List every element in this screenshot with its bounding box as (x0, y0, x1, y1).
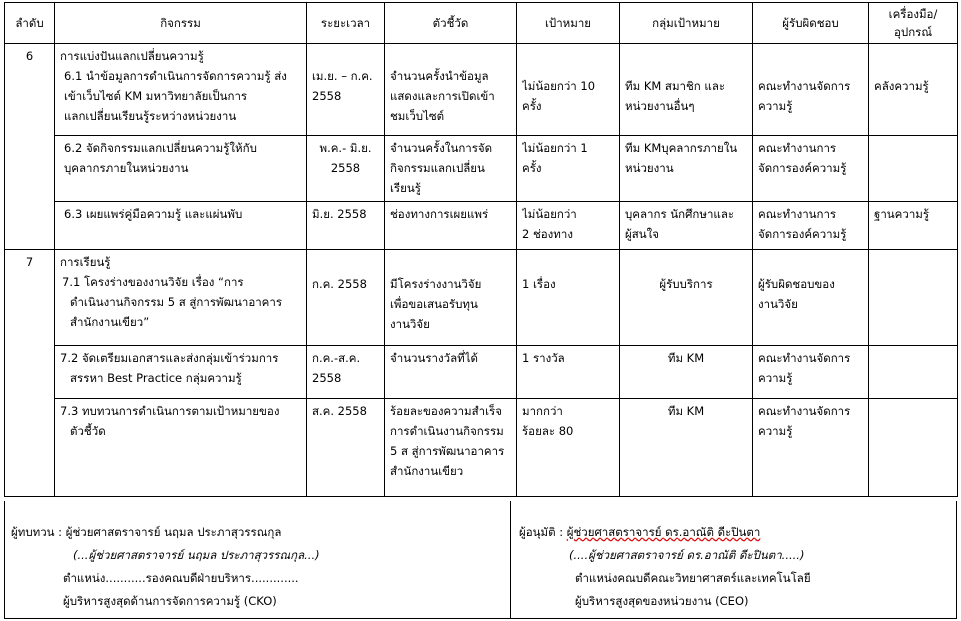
period-cell (307, 399, 385, 497)
indicator-cell (385, 399, 517, 497)
period-line: มิ.ย. 2558 (312, 207, 367, 221)
target-line: ทีม KM สมาชิก และ (625, 79, 726, 93)
tools-line: คลังความรู้ (874, 79, 929, 93)
indicator-line: เพื่อขอเสนอรับทุน (390, 297, 478, 311)
activity-cell (55, 44, 307, 136)
header-target-group: กลุ่มเป้าหมาย (620, 3, 753, 44)
period-line: 2558 (312, 89, 342, 103)
indicator-line: สำนักงานเขียว (390, 464, 464, 478)
indicator-line: กิจกรรมแลกเปลี่ยน (390, 161, 485, 175)
target-cell (620, 250, 753, 346)
period-line: 2558 (312, 371, 342, 385)
activity-line: สรรหา Best Practice กลุ่มความรู้ (70, 371, 242, 385)
responsible-line: คณะทำงานการ (758, 141, 837, 155)
activity-line: ตัวชี้วัด (70, 424, 106, 438)
target-line: ผู้รับบริการ (659, 277, 713, 291)
target-cell (620, 44, 753, 136)
table-row (5, 136, 958, 202)
indicator-cell (385, 44, 517, 136)
target-line: บุคลากร นักศึกษาและ (625, 207, 735, 221)
goal-cell (517, 346, 620, 399)
goal-cell (517, 250, 620, 346)
tools-cell (869, 136, 958, 202)
indicator-line: จำนวนครั้งนำข้อมูล (390, 69, 489, 83)
period-cell (307, 250, 385, 346)
target-line: ทีม KM (667, 351, 705, 365)
indicator-line: จำนวนครั้งในการจัด (390, 141, 493, 155)
goal-line: ครั้ง (522, 161, 542, 175)
tools-cell (869, 346, 958, 399)
reviewer-name-parenthetical: (...ผู้ช่วยศาสตราจารย์ นฤมล ประภาสุวรรณกุล...) (73, 548, 320, 562)
indicator-line: ร้อยละของความสำเร็จ (390, 404, 502, 418)
activity-line: 6.2 จัดกิจกรรมแลกเปลี่ยนความรู้ให้กับ (64, 141, 257, 155)
approver-label: ผู้อนุมัติ : (519, 525, 567, 539)
indicator-line: มีโครงร่างงานวิจัย (390, 277, 482, 291)
goal-cell (517, 44, 620, 136)
indicator-line: จำนวนรางวัลที่ได้ (390, 351, 478, 365)
header-activity: กิจกรรม (55, 3, 307, 44)
responsible-cell (753, 44, 869, 136)
period-line: ก.ค. 2558 (312, 277, 367, 291)
goal-cell (517, 202, 620, 250)
target-cell (620, 346, 753, 399)
period-cell (307, 136, 385, 202)
target-line: ทีม KM (667, 404, 705, 418)
responsible-line: ความรู้ (758, 424, 793, 438)
target-cell (620, 136, 753, 202)
activity-line: 7.2 จัดเตรียมเอกสารและส่งกลุ่มเข้าร่วมการ (60, 351, 279, 365)
indicator-line: แสดงและการเปิดเข้า (390, 89, 495, 103)
activity-line: เข้าเว็บไซต์ KM มหาวิทยาลัยเป็นการ (64, 89, 248, 103)
header-number: ลำดับ (5, 3, 55, 44)
responsible-line: คณะทำงานจัดการ (758, 79, 851, 93)
responsible-line: จัดการองค์ความรู้ (758, 161, 847, 175)
activity-cell (55, 250, 307, 346)
target-line: หน่วยงานอื่นๆ (625, 99, 695, 113)
indicator-line: เรียนรู้ (390, 181, 421, 195)
target-cell (620, 202, 753, 250)
responsible-cell (753, 399, 869, 497)
tools-cell (869, 202, 958, 250)
tools-cell (869, 399, 958, 497)
tools-cell (869, 250, 958, 346)
header-goal: เป้าหมาย (517, 3, 620, 44)
table-row (5, 250, 958, 346)
responsible-cell (753, 202, 869, 250)
approver-name: ผู้ช่วยศาสตราจารย์ ดร.อาณัติ ดีะปินตา (566, 525, 761, 539)
responsible-cell (753, 136, 869, 202)
indicator-line: ชมเว็บไซต์ (390, 109, 445, 123)
indicator-cell (385, 136, 517, 202)
responsible-line: ความรู้ (758, 371, 793, 385)
reviewer-label: ผู้ทบทวน : (11, 525, 66, 539)
period-line: ก.ค.-ส.ค. (312, 351, 361, 365)
responsible-line: ผู้รับผิดชอบของ (758, 277, 835, 291)
period-cell (307, 44, 385, 136)
goal-line: ครั้ง (522, 99, 542, 113)
indicator-cell (385, 202, 517, 250)
indicator-line: 5 ส สู่การพัฒนาอาคาร (390, 444, 505, 458)
activity-line: สำนักงานเขียว” (70, 315, 150, 329)
goal-line: 1 เรื่อง (522, 277, 556, 291)
target-line: หน่วยงาน (625, 161, 674, 175)
responsible-line: ความรู้ (758, 99, 793, 113)
header-period: ระยะเวลา (307, 3, 385, 44)
approver-signature-block (510, 501, 957, 619)
indicator-line: งานวิจัย (390, 317, 430, 331)
goal-line: ไม่น้อยกว่า 1 (522, 141, 588, 155)
tools-line: ฐานความรู้ (874, 207, 930, 221)
goal-line: 1 รางวัล (522, 351, 565, 365)
period-cell (307, 202, 385, 250)
header-indicator: ตัวชี้วัด (385, 3, 517, 44)
responsible-cell (753, 346, 869, 399)
responsible-cell (753, 250, 869, 346)
indicator-line: ช่องทางการเผยแพร่ (390, 207, 489, 221)
activity-cell (55, 399, 307, 497)
table-header-row (5, 3, 958, 44)
activity-line: 7.1 โครงร่างของงานวิจัย เรื่อง “การ (62, 275, 244, 289)
activity-cell (55, 346, 307, 399)
activity-line: แลกเปลี่ยนเรียนรู้ระหว่างหน่วยงาน (64, 109, 237, 123)
approver-line (519, 521, 956, 544)
activity-line: ดำเนินงานกิจกรรม 5 ส สู่การพัฒนาอาคาร (70, 295, 283, 309)
goal-line: ไม่น้อยกว่า 10 (522, 79, 596, 93)
target-line: ผู้สนใจ (625, 227, 659, 241)
table-row (5, 202, 958, 250)
period-cell (307, 346, 385, 399)
period-line: 2558 (330, 161, 361, 175)
section-title: การเรียนรู้ (60, 255, 111, 269)
row-number: 6 (5, 44, 55, 250)
period-line: เม.ย. – ก.ค. (312, 69, 373, 83)
approver-name-parenthetical: (....ผู้ช่วยศาสตราจารย์ ดร.อาณัติ ดีะปินตา.....) (569, 548, 805, 562)
indicator-cell (385, 250, 517, 346)
indicator-cell (385, 346, 517, 399)
reviewer-name: ผู้ช่วยศาสตราจารย์ นฤมล ประภาสุวรรณกุล (65, 525, 282, 539)
indicator-line: การดำเนินงานกิจกรรม (390, 424, 504, 438)
target-line: ทีม KMบุคลากรภายใน (625, 141, 738, 155)
table-row (5, 44, 958, 136)
km-plan-table (4, 2, 958, 497)
activity-line: 6.3 เผยแพร่คู่มือความรู้ และแผ่นพับ (64, 207, 243, 221)
tools-cell (869, 44, 958, 136)
period-line: ส.ค. 2558 (312, 404, 367, 418)
activity-line: 6.1 นำข้อมูลการดำเนินการจัดการความรู้ ส่ง (64, 69, 287, 83)
approver-role: ผู้บริหารสูงสุดของหน่วยงาน (CEO) (575, 594, 749, 608)
responsible-line: คณะทำงานการ (758, 207, 837, 221)
header-tools: เครื่องมือ/ อุปกรณ์ (869, 3, 958, 44)
goal-cell (517, 136, 620, 202)
approver-position: ตำแหน่งคณบดีคณะวิทยาศาสตร์และเทคโนโลยี (575, 571, 811, 585)
reviewer-position: ตำแหน่ง...........รองคณบดีฝ่ายบริหาร............. (63, 571, 299, 585)
goal-cell (517, 399, 620, 497)
responsible-line: คณะทำงานจัดการ (758, 351, 851, 365)
responsible-line: งานวิจัย (758, 297, 798, 311)
period-line: พ.ค.- มิ.ย. (319, 141, 372, 155)
activity-cell (55, 202, 307, 250)
activity-line: 7.3 ทบทวนการดำเนินการตามเป้าหมายของ (60, 404, 280, 418)
reviewer-role: ผู้บริหารสูงสุดด้านการจัดการความรู้ (CKO) (63, 594, 277, 608)
section-title: การแบ่งปันแลกเปลี่ยนความรู้ (60, 49, 204, 63)
responsible-line: จัดการองค์ความรู้ (758, 227, 847, 241)
reviewer-line (11, 521, 510, 544)
goal-line: ร้อยละ 80 (522, 424, 574, 438)
activity-line: บุคลากรภายในหน่วยงาน (64, 161, 189, 175)
table-row (5, 346, 958, 399)
responsible-line: คณะทำงานจัดการ (758, 404, 851, 418)
row-number: 7 (5, 250, 55, 497)
target-cell (620, 399, 753, 497)
goal-line: 2 ช่องทาง (522, 227, 573, 241)
reviewer-signature-block (4, 501, 510, 619)
table-row (5, 399, 958, 497)
header-responsible: ผู้รับผิดชอบ (753, 3, 869, 44)
goal-line: มากกว่า (522, 404, 563, 418)
goal-line: ไม่น้อยกว่า (522, 207, 577, 221)
activity-cell (55, 136, 307, 202)
